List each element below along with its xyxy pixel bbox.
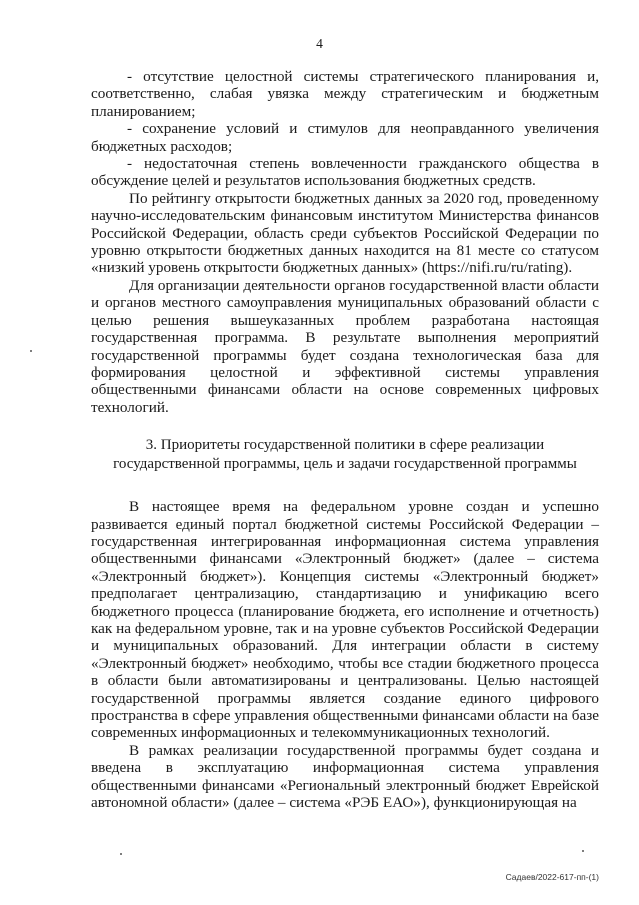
- scan-speck: [30, 350, 32, 352]
- paragraph: - сохранение условий и стимулов для неоправданного увеличения бюджетных расходов;: [91, 120, 599, 155]
- scan-speck: [582, 850, 584, 852]
- paragraph: В рамках реализации государственной программы будет создана и введена в эксплуатацию информационная система управления общественными финансами «Региональный электронный бюджет Еврейской автономной области» (далее – система «РЭБ ЕАО»), функционирующая на: [91, 741, 599, 812]
- paragraph: - недостаточная степень вовлеченности гражданского общества в обсуждение целей и результатов использования бюджетных средств.: [91, 155, 599, 190]
- page-number: 4: [316, 36, 323, 51]
- document-code: Садаев/2022-617-пп-(1): [505, 872, 599, 882]
- paragraph: По рейтингу открытости бюджетных данных за 2020 год, проведенному научно-исследовательским финансовым институтом Министерства финансов Российской Федерации, область среди субъектов Российской Федерации по уровню открытости бюджетных данных находится на 81 месте со статусом «низкий уровень открытости бюджетных данных» (https://nifi.ru/ru/rating).: [91, 189, 599, 277]
- document-body: [91, 68, 599, 811]
- paragraph: Для организации деятельности органов государственной власти области и органов местного самоуправления муниципальных образований области с целью решения вышеуказанных проблем разработана настоящая государственная программа. В результате выполнения мероприятий государственной программы будет создана технологическая база для формирования целостной и эффективной системы управления общественными финансами области на основе современных цифровых технологий.: [91, 276, 599, 416]
- paragraph: - отсутствие целостной системы стратегического планирования и, соответственно, слабая увязка между стратегическим и бюджетным планированием;: [91, 68, 599, 120]
- section-heading: 3. Приоритеты государственной политики в сфере реализации государственной программы, цель и задачи государственной программы: [113, 437, 577, 473]
- paragraph: В настоящее время на федеральном уровне создан и успешно развивается единый портал бюджетной системы Российской Федерации – государственная интегрированная информационная система управления общественными финансами «Электронный бюджет» (далее – система «Электронный бюджет»). Концепция системы «Электронный бюджет» предполагает централизацию, стандартизацию и унификацию всего бюджетного процесса (планирование бюджета, его исполнение и отчетность) как на федеральном уровне, так и на уровне субъектов Российской Федерации и муниципальных образований. Для интеграции области в систему «Электронный бюджет» необходимо, чтобы все стадии бюджетного процесса в области были автоматизированы и централизованы. Целью настоящей государственной программы является создание единого цифрового пространства в сфере управления общественными финансами области на базе современных информационных и телекоммуникационных технологий.: [91, 498, 599, 742]
- scan-speck: [120, 853, 122, 855]
